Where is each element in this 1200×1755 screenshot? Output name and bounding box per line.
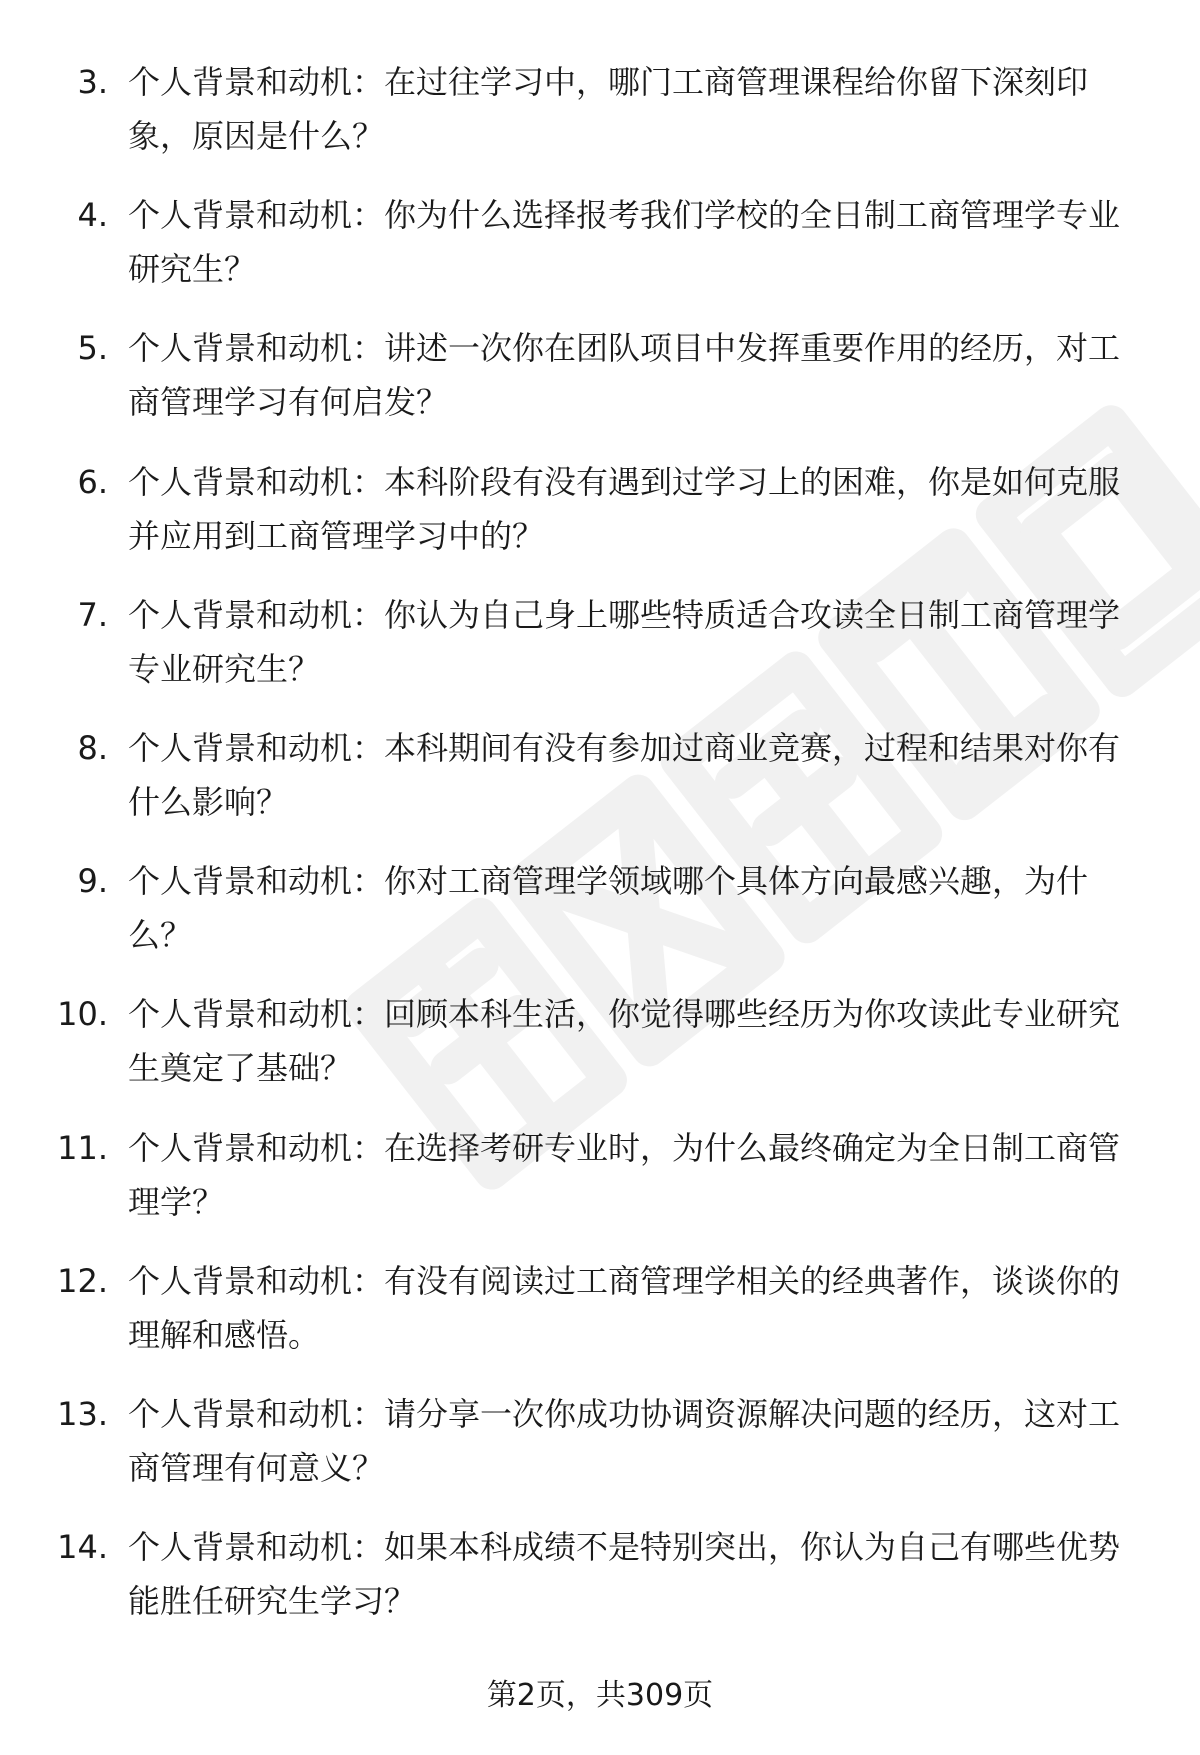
list-item xyxy=(0,1520,1200,1653)
list-item xyxy=(0,1387,1200,1520)
question-number: 10. xyxy=(57,995,108,1034)
question-number: 3. xyxy=(77,63,108,101)
question-number: 4. xyxy=(77,196,108,235)
question-text: 个人背景和动机：本科期间有没有参加过商业竞赛，过程和结果对你有什么影响？ xyxy=(128,728,1121,821)
list-item xyxy=(0,1121,1200,1254)
question-number: 13. xyxy=(57,1394,108,1433)
question-number: 9. xyxy=(77,862,108,901)
question-text: 个人背景和动机：你对工商管理学领域哪个具体方向最感兴趣，为什么？ xyxy=(128,862,1089,955)
question-text: 个人背景和动机：本科阶段有没有遇到过学习上的困难，你是如何克服并应用到工商管理学习中的？ xyxy=(128,462,1121,555)
page-footer: 第2页，共309页 xyxy=(486,1678,714,1713)
question-text: 个人背景和动机：回顾本科生活，你觉得哪些经历为你攻读此专业研究生奠定了基础？ xyxy=(128,995,1121,1088)
question-text: 个人背景和动机：讲述一次你在团队项目中发挥重要作用的经历，对工商管理学习有何启发？ xyxy=(128,329,1121,422)
question-number: 7. xyxy=(77,595,108,634)
list-item xyxy=(0,321,1200,454)
list-item xyxy=(0,588,1200,721)
question-text: 个人背景和动机：你认为自己身上哪些特质适合攻读全日制工商管理学专业研究生？ xyxy=(128,595,1121,688)
list-item xyxy=(0,854,1200,987)
question-number: 14. xyxy=(57,1528,108,1567)
list-item xyxy=(0,55,1200,188)
question-text: 个人背景和动机：有没有阅读过工商管理学相关的经典著作，谈谈你的理解和感悟。 xyxy=(128,1261,1121,1354)
question-text: 个人背景和动机：如果本科成绩不是特别突出，你认为自己有哪些优势能胜任研究生学习？ xyxy=(128,1528,1121,1621)
list-item xyxy=(0,721,1200,854)
question-number: 11. xyxy=(57,1128,108,1167)
question-text: 个人背景和动机：你为什么选择报考我们学校的全日制工商管理学专业研究生？ xyxy=(128,196,1121,289)
question-number: 6. xyxy=(77,462,108,501)
question-number: 12. xyxy=(57,1261,108,1300)
question-number: 5. xyxy=(77,329,108,368)
list-item xyxy=(0,188,1200,321)
question-list xyxy=(0,55,1200,1653)
list-item xyxy=(0,455,1200,588)
question-text: 个人背景和动机：请分享一次你成功协调资源解决问题的经历，这对工商管理有何意义？ xyxy=(128,1394,1121,1487)
question-text: 个人背景和动机：在过往学习中，哪门工商管理课程给你留下深刻印象，原因是什么？ xyxy=(128,63,1089,155)
question-text: 个人背景和动机：在选择考研专业时，为什么最终确定为全日制工商管理学？ xyxy=(128,1128,1121,1221)
list-item xyxy=(0,987,1200,1120)
list-item xyxy=(0,1254,1200,1387)
question-number: 8. xyxy=(77,728,108,767)
